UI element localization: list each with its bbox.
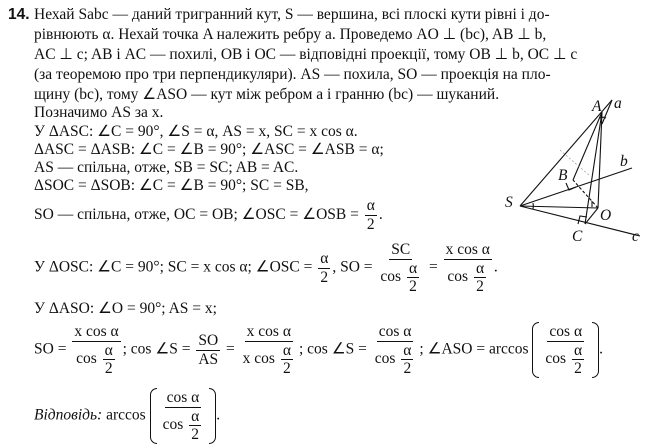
label-a: a <box>614 95 622 112</box>
equation-1: SO — спільна, отже, OC = OB; ∠OSC = ∠OSB = $\frac{\alpha}{2}$ . <box>34 197 383 233</box>
answer-label: Відповідь: <box>34 406 103 424</box>
equation-2: У ΔOSC: ∠C = 90°; SC = x cos α; ∠OSC = $\frac{\alpha}{2}$ , SO = SC cos $\frac{\alpha}{2}$ = x cos α cos $\frac{\alpha}{2}$ . <box>34 241 498 295</box>
problem-line-2: рівнюють α. Нехай точка A належить ребру a. Проведемо AO ⊥ (bc), AB ⊥ b, <box>34 26 547 43</box>
problem-line-8: ΔASC = ΔASB: ∠C = ∠B = 90°; ∠ASC = ∠ASB = α; <box>34 141 384 158</box>
label-c: c <box>632 228 639 245</box>
problem-line-1: Нехай Sabc — даний тригранний кут, S — вершина, всі плоскі кути рівні і до- <box>34 6 550 23</box>
equation-4: SO = x cos α cos $\frac{\alpha}{2}$ ; cos ∠S = $\frac{SO}{AS}$ = x cos α x cos $\frac{\alpha}{2}$ ; cos ∠S = cos α cos $\frac{\alpha}{2}$ ; ∠ASO = arccos cos α cos $\frac{\alpha}{2}$ . <box>34 323 603 377</box>
problem-line-3: AC ⊥ c; AB і AC — похилі, OB і OC — відповідні проекції, тому OB ⊥ b, OC ⊥ c <box>34 46 578 63</box>
segment-AB <box>573 112 602 180</box>
problem-line-6: Позначимо AS за x. <box>34 104 164 121</box>
label-B: B <box>558 167 568 184</box>
problem-line-9: AS — спільна, отже, SB = SC; AB = AC. <box>34 159 299 176</box>
problem-line-10: ΔSOC = ΔSOB: ∠C = ∠B = 90°; SC = SB, <box>34 177 309 194</box>
problem-line-7: У ΔASC: ∠C = 90°, ∠S = α, AS = x, SC = x cos α. <box>34 123 358 140</box>
label-S: S <box>505 194 513 211</box>
label-A: A <box>592 98 602 115</box>
problem-line-5: щину (bc), тому ∠ASO — кут між ребром a і гранню (bc) — шуканий. <box>34 86 500 103</box>
answer: Відповідь: arccos cos α cos $\frac{\alpha}{2}$ . <box>34 389 221 443</box>
label-C: C <box>572 228 583 245</box>
label-b: b <box>620 153 628 170</box>
problem-number: 14. <box>8 6 30 23</box>
segment-SO <box>520 206 598 208</box>
label-O: O <box>600 207 612 224</box>
equation-3: У ΔASO: ∠O = 90°; AS = x; <box>34 300 217 317</box>
problem-line-4: (за теоремою про три перпендикуляри). AS — похила, SO — проекція на пло- <box>34 66 551 83</box>
